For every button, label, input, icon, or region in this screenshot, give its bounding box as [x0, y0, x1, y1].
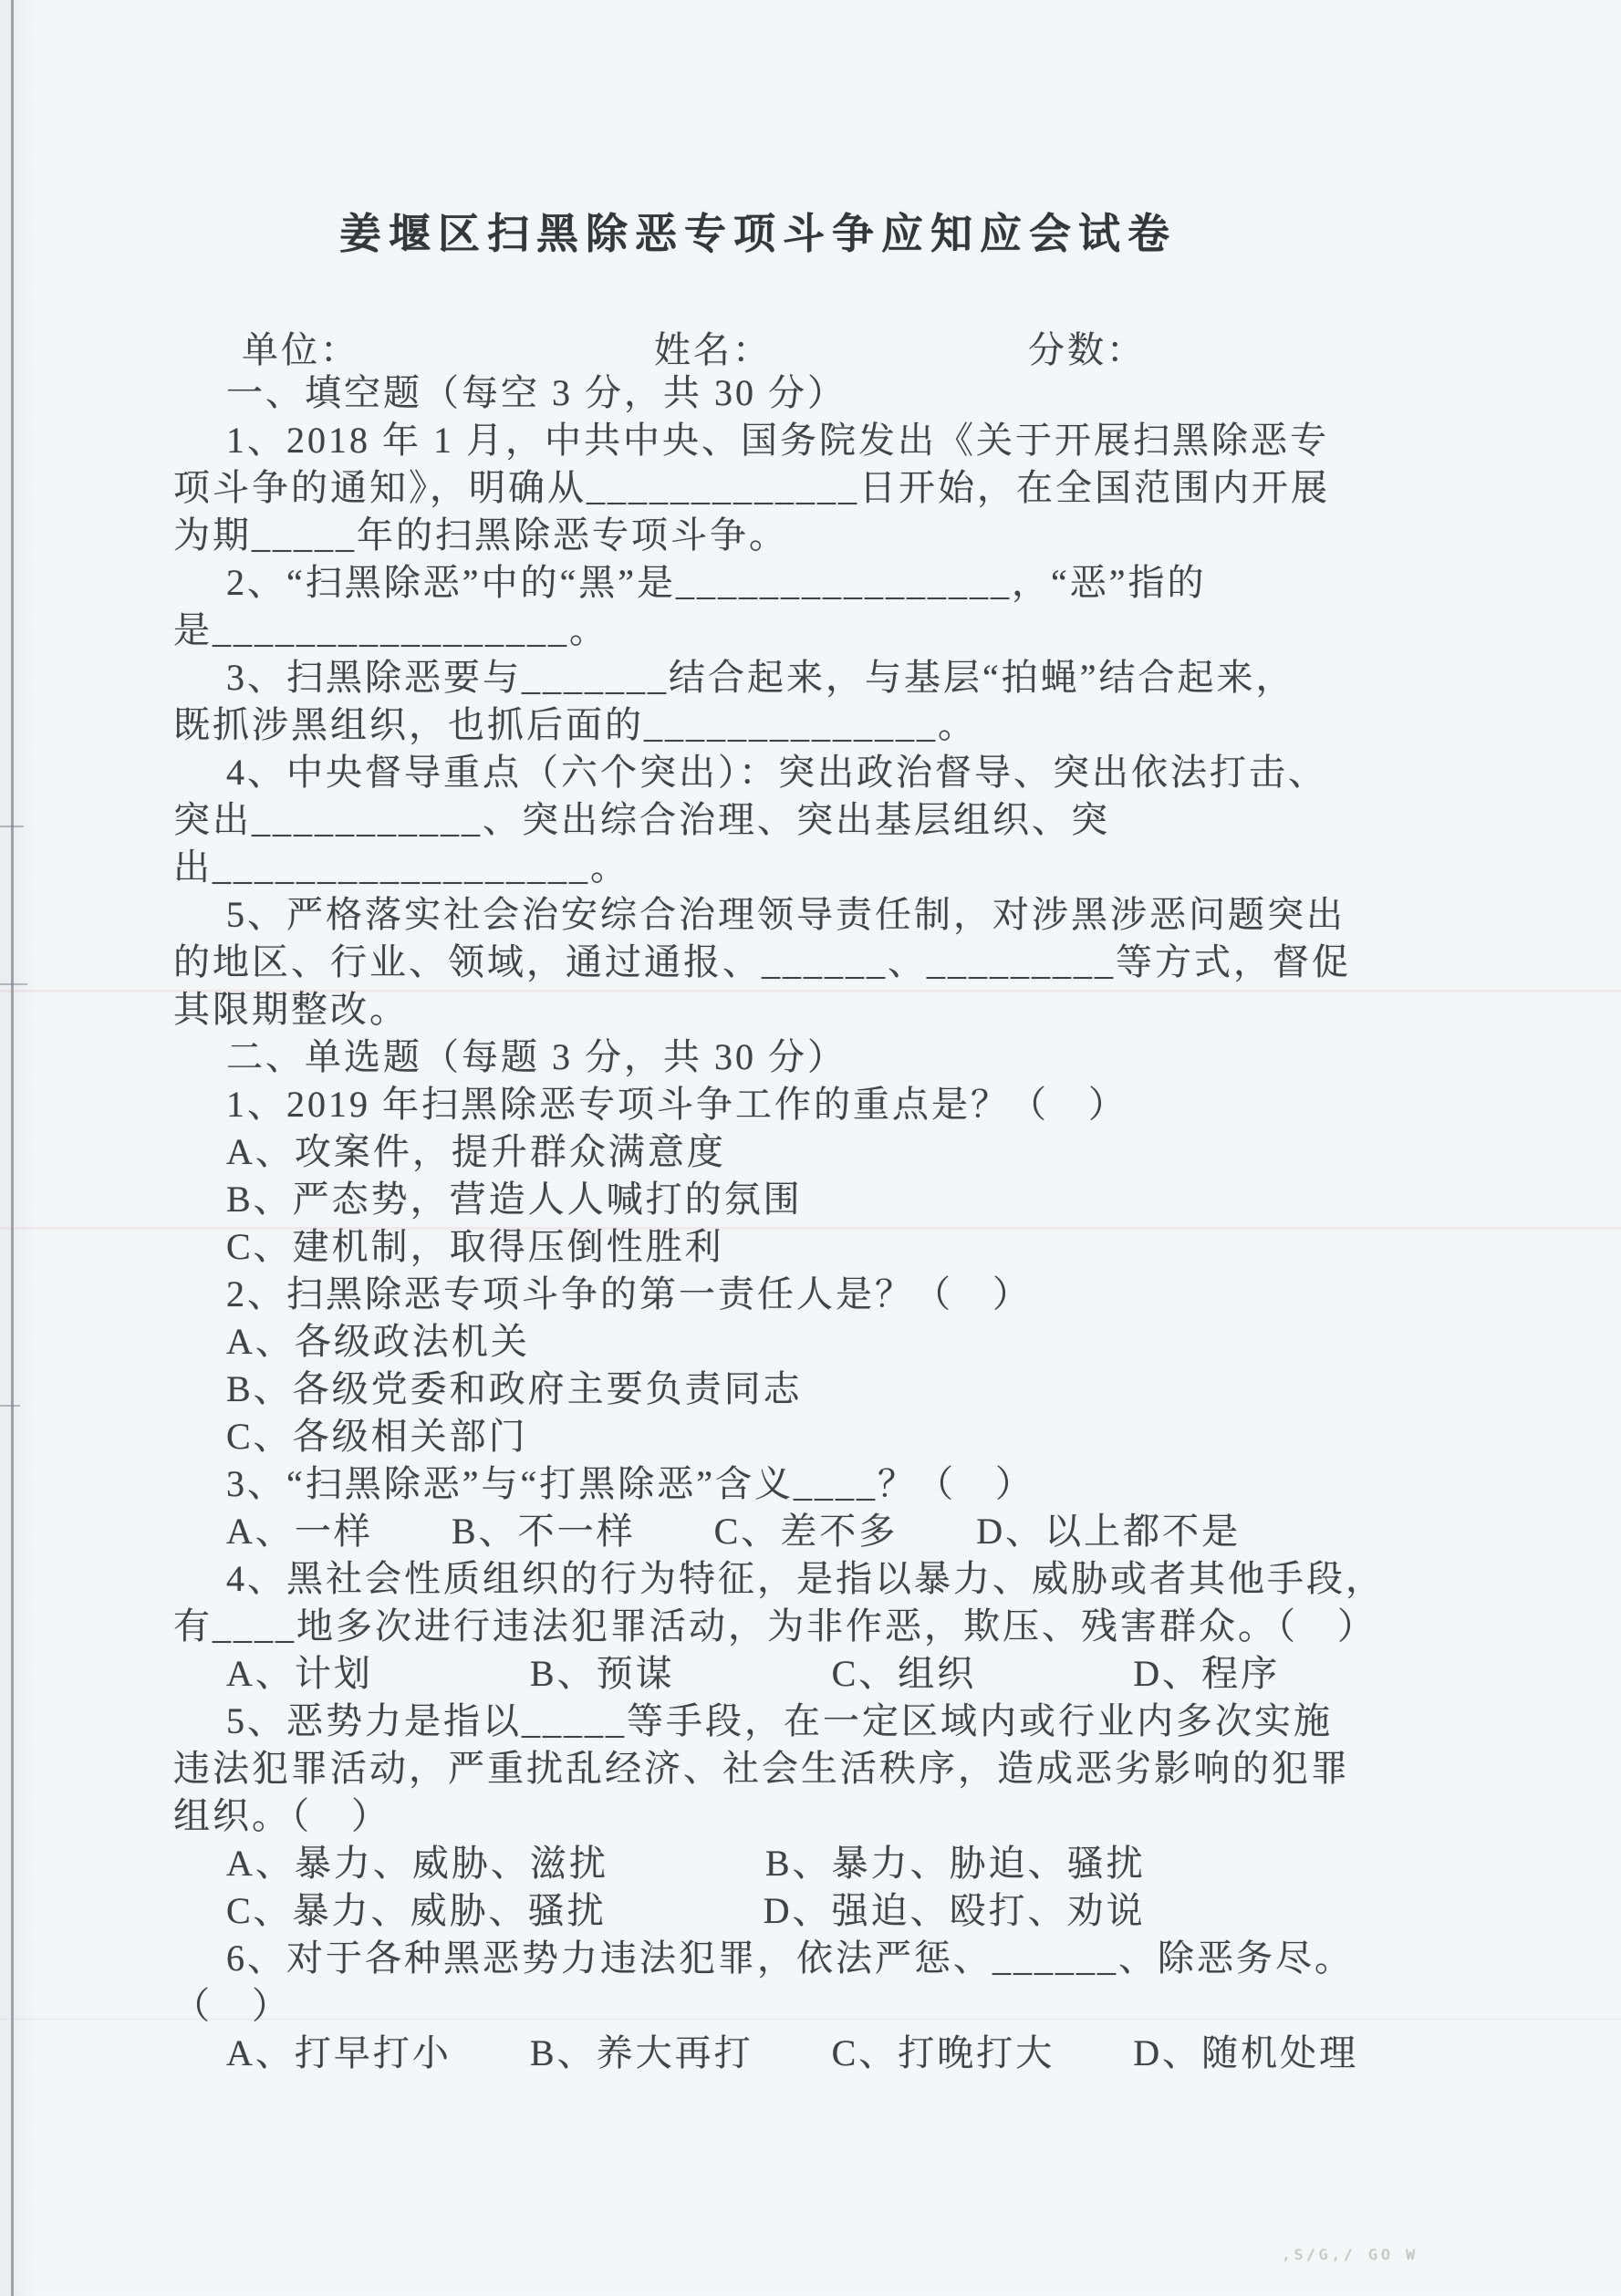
- exam-line: 6、对于各种黑恶势力违法犯罪，依法严惩、______、除恶务尽。: [226, 1938, 1354, 1979]
- exam-line: B、各级党委和政府主要负责同志: [226, 1368, 803, 1409]
- exam-line: 5、严格落实社会治安综合治理领导责任制，对涉黑涉恶问题突出: [226, 894, 1346, 935]
- exam-line: 一、填空题（每空 3 分，共 30 分）: [226, 372, 847, 413]
- scan-artifact-mark: ,S/G,/ GO W: [1282, 2246, 1418, 2263]
- exam-line: 4、黑社会性质组织的行为特征，是指以暴力、威胁或者其他手段，: [226, 1558, 1385, 1599]
- exam-line: 是_________________。: [173, 609, 608, 650]
- exam-line: 其限期整改。: [173, 989, 409, 1030]
- exam-line: B、严态势，营造人人喊打的氛围: [226, 1179, 803, 1220]
- exam-line: 突出___________、突出综合治理、突出基层组织、突: [173, 799, 1110, 840]
- exam-line: 1、2018 年 1 月，中共中央、国务院发出《关于开展扫黑除恶专: [226, 420, 1329, 461]
- exam-line: 3、“扫黑除恶”与“打黑除恶”含义____？（ ）: [226, 1463, 1035, 1504]
- exam-line: 组织。（ ）: [173, 1795, 390, 1836]
- exam-line: A、计划 B、预谋 C、组织 D、程序: [226, 1653, 1281, 1694]
- exam-line: C、建机制，取得压倒性胜利: [226, 1226, 724, 1267]
- exam-line: A、暴力、威胁、滋扰 B、暴力、胁迫、骚扰: [226, 1843, 1146, 1884]
- exam-line: 5、恶势力是指以_____等手段，在一定区域内或行业内多次实施: [226, 1700, 1333, 1741]
- exam-line: （ ）: [173, 1985, 291, 2026]
- exam-line: A、攻案件，提升群众满意度: [226, 1131, 726, 1172]
- exam-line: C、暴力、威胁、骚扰 D、强迫、殴打、劝说: [226, 1890, 1146, 1931]
- exam-line: C、各级相关部门: [226, 1416, 528, 1457]
- exam-line: 出__________________。: [173, 847, 629, 888]
- exam-line: 4、中央督导重点（六个突出）：突出政治督导、突出依法打击、: [226, 752, 1327, 793]
- exam-line: 2、“扫黑除恶”中的“黑”是________________，“恶”指的: [226, 562, 1207, 603]
- score-field-label: 分数：: [1028, 329, 1146, 370]
- exam-line: 项斗争的通知》，明确从_____________日开始，在全国范围内开展: [173, 467, 1330, 508]
- exam-line: A、打早打小 B、养大再打 C、打晚打大 D、随机处理: [226, 2032, 1359, 2073]
- page-title: 姜堰区扫黑除恶专项斗争应知应会试卷: [339, 211, 1177, 257]
- header-fields: [0, 321, 1621, 369]
- exam-line: 违法犯罪活动，严重扰乱经济、社会生活秩序，造成恶劣影响的犯罪: [173, 1748, 1350, 1789]
- exam-line: 二、单选题（每题 3 分，共 30 分）: [226, 1036, 847, 1077]
- exam-line: 的地区、行业、领域，通过通报、______、_________等方式，督促: [173, 941, 1351, 982]
- exam-line: 有____地多次进行违法犯罪活动，为非作恶，欺压、残害群众。（ ）: [173, 1605, 1377, 1647]
- name-field-label: 姓名：: [654, 329, 772, 370]
- exam-line: 2、扫黑除恶专项斗争的第一责任人是？（ ）: [226, 1273, 1032, 1314]
- exam-line: 1、2019 年扫黑除恶专项斗争工作的重点是？（ ）: [226, 1084, 1127, 1125]
- exam-line: 3、扫黑除恶要与_______结合起来，与基层“拍蝇”结合起来，: [226, 657, 1295, 698]
- exam-body: [0, 369, 1621, 2077]
- unit-field-label: 单位：: [242, 329, 359, 370]
- exam-line: 既抓涉黑组织，也抓后面的______________。: [173, 704, 977, 745]
- exam-line: A、各级政法机关: [226, 1321, 530, 1362]
- exam-line: A、一样 B、不一样 C、差不多 D、以上都不是: [226, 1511, 1242, 1552]
- exam-line: 为期_____年的扫黑除恶专项斗争。: [173, 514, 788, 556]
